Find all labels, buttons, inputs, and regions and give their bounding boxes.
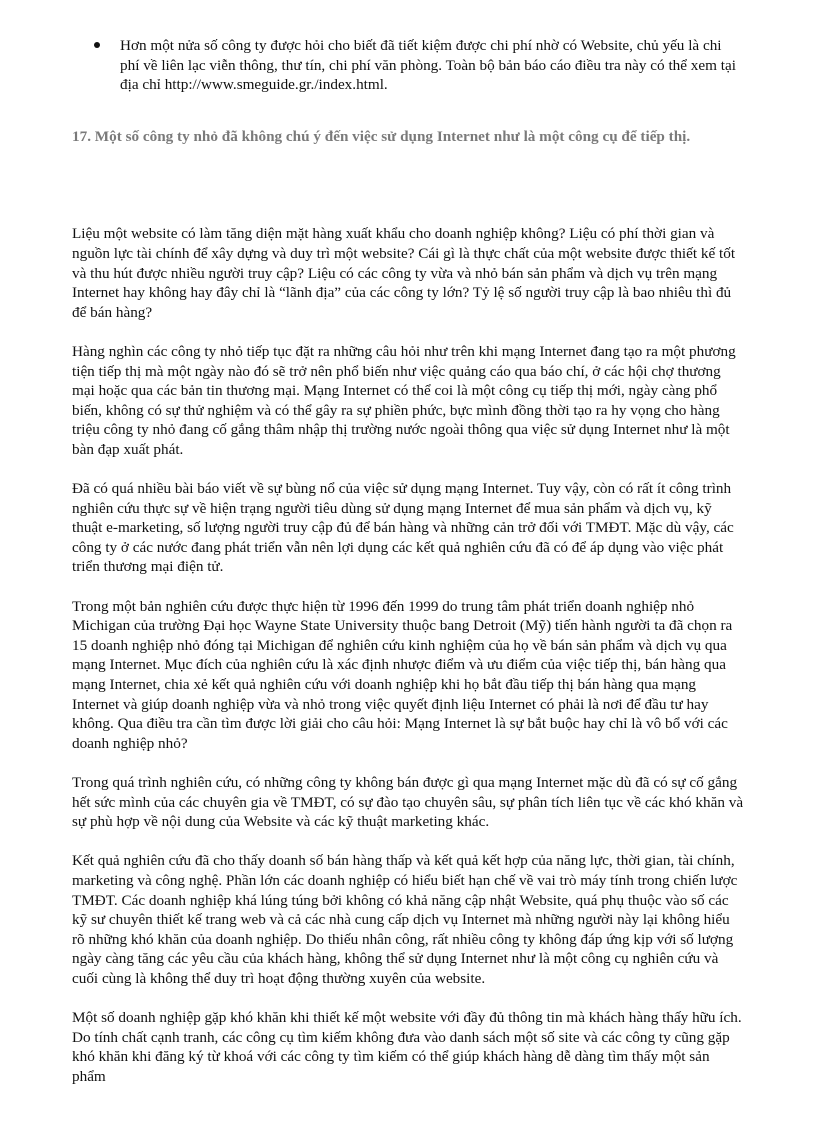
bullet-text: Hơn một nửa số công ty được hỏi cho biết đã tiết kiệm được chi phí nhờ có Website, chủ yếu là chi phí về liên lạc viễn thông, thư tín, chi phí văn phòng. Toàn bộ bản báo cáo điều tra này có thể xem tại địa chỉ http://www.smeguide.gr./index.html.	[120, 37, 736, 94]
paragraph-3: Đã có quá nhiều bài báo viết về sự bùng nổ của việc sử dụng mạng Internet. Tuy vậy, còn có rất ít công trình nghiên cứu thực sự về hiện trạng người tiêu dùng sử dụng mạng Internet để mua sản phẩm và dịch vụ, kỹ thuật e-marketing, số lượng người truy cập đủ để bán hàng và những cản trở đối với TMĐT. Mặc dù vậy, các công ty ở các nước đang phát triển vẫn nên lợi dụng các kết quả nghiên cứu đã có để áp dụng vào việc phát triển thương mại điện tử.	[72, 480, 734, 576]
paragraph-5: Trong quá trình nghiên cứu, có những công ty không bán được gì qua mạng Internet mặc dù đã có sự cố gắng hết sức mình của các chuyên gia về TMĐT, có sự đào tạo chuyên sâu, sự phân tích liên tục về các khó khăn và sự phù hợp về nội dung của Website và các kỹ thuật marketing khác.	[72, 774, 744, 831]
paragraph-7: Một số doanh nghiệp gặp khó khăn khi thiết kế một website với đầy đủ thông tin mà khách hàng thấy hữu ích. Do tính chất cạnh tranh, các công cụ tìm kiếm không đưa vào danh sách một số site và các công ty cũng gặp khó khăn khi đăng ký từ khoá với các công ty tìm kiếm có thể giúp khách hàng dễ dàng tìm thấy một sản phẩm	[72, 1009, 742, 1085]
paragraph-1: Liệu một website có làm tăng diện mặt hàng xuất khẩu cho doanh nghiệp không? Liệu có phí thời gian và nguồn lực tài chính để xây dựng và duy trì một website? Cái gì là thực chất của một website được thiết kế tốt và thu hút được nhiều người truy cập? Liệu có các công ty vừa và nhỏ bán sản phẩm và dịch vụ trên mạng Internet hay không hay đây chỉ là “lãnh địa” của các công ty lớn? Tỷ lệ số người truy cập là bao nhiêu thì đủ để bán hàng?	[72, 225, 736, 321]
paragraph-6: Kết quả nghiên cứu đã cho thấy doanh số bán hàng thấp và kết quả kết hợp của năng lực, thời gian, tài chính, marketing và công nghệ. Phần lớn các doanh nghiệp có hiểu biết hạn chế về vai trò máy tính trong chiến lược TMĐT. Các doanh nghiệp khá lúng túng bởi không có khả năng cập nhật Website, quá phụ thuộc vào số các kỹ sư chuyên thiết kế trang web và cả các nhà cung cấp dịch vụ Internet mà những người này lại không hiểu rõ những khó khăn của doanh nghiệp. Do thiếu nhân công, rất nhiều công ty không đáp ứng kịp với số lượng ngày càng tăng các yêu cầu của khách hàng, không thể sử dụng Internet như là một công cụ nghiên cứu và cuối cùng là không thể duy trì hoạt động thường xuyên của website.	[72, 852, 738, 987]
paragraph-4: Trong một bản nghiên cứu được thực hiện từ 1996 đến 1999 do trung tâm phát triển doanh nghiệp nhỏ Michigan của trường Đại học Wayne State University thuộc bang Detroit (Mỹ) tiến hành người ta đã chọn ra 15 doanh nghiệp nhỏ đóng tại Michigan để nghiên cứu kinh nghiệm của họ về bán sản phẩm và dịch vụ qua mạng Internet. Mục đích của nghiên cứu là xác định nhược điểm và ưu điểm của việc tiếp thị, bán hàng qua mạng Internet, chia xẻ kết quả nghiên cứu với doanh nghiệp khi họ bắt đầu tiếp thị bán hàng qua mạng Internet và giúp doanh nghiệp vừa và nhỏ trong việc quyết định liệu Internet có phải là nơi để đầu tư hay không. Qua điều tra cần tìm được lời giải cho câu hỏi: Mạng Internet là sự bắt buộc hay chỉ là vô bổ với các doanh nghiệp nhỏ?	[72, 597, 733, 752]
section-heading: 17. Một số công ty nhỏ đã không chú ý đến việc sử dụng Internet như là một công cụ để tiếp thị.	[72, 127, 691, 145]
document-page	[72, 36, 744, 1087]
paragraph-2: Hàng nghìn các công ty nhỏ tiếp tục đặt ra những câu hỏi như trên khi mạng Internet đang tạo ra một phương tiện tiếp thị mà một ngày nào đó sẽ trở nên phổ biến như việc quảng cáo qua báo chí, ở các hội chợ thương mại hoặc qua các bản tin thương mại. Mạng Internet có thể coi là một công cụ tiếp thị mới, ngày càng phổ biến, không có sự thử nghiệm và có thể gây ra sự phiền phức, bực mình đồng thời tạo ra hy vọng cho hàng triệu công ty nhỏ đang cố gắng thâm nhập thị trường nước ngoài thông qua việc sử dụng Internet như là một bàn đạp xuất phát.	[72, 342, 736, 458]
bullet-item	[72, 36, 744, 95]
bullet-dot-icon	[94, 42, 100, 48]
